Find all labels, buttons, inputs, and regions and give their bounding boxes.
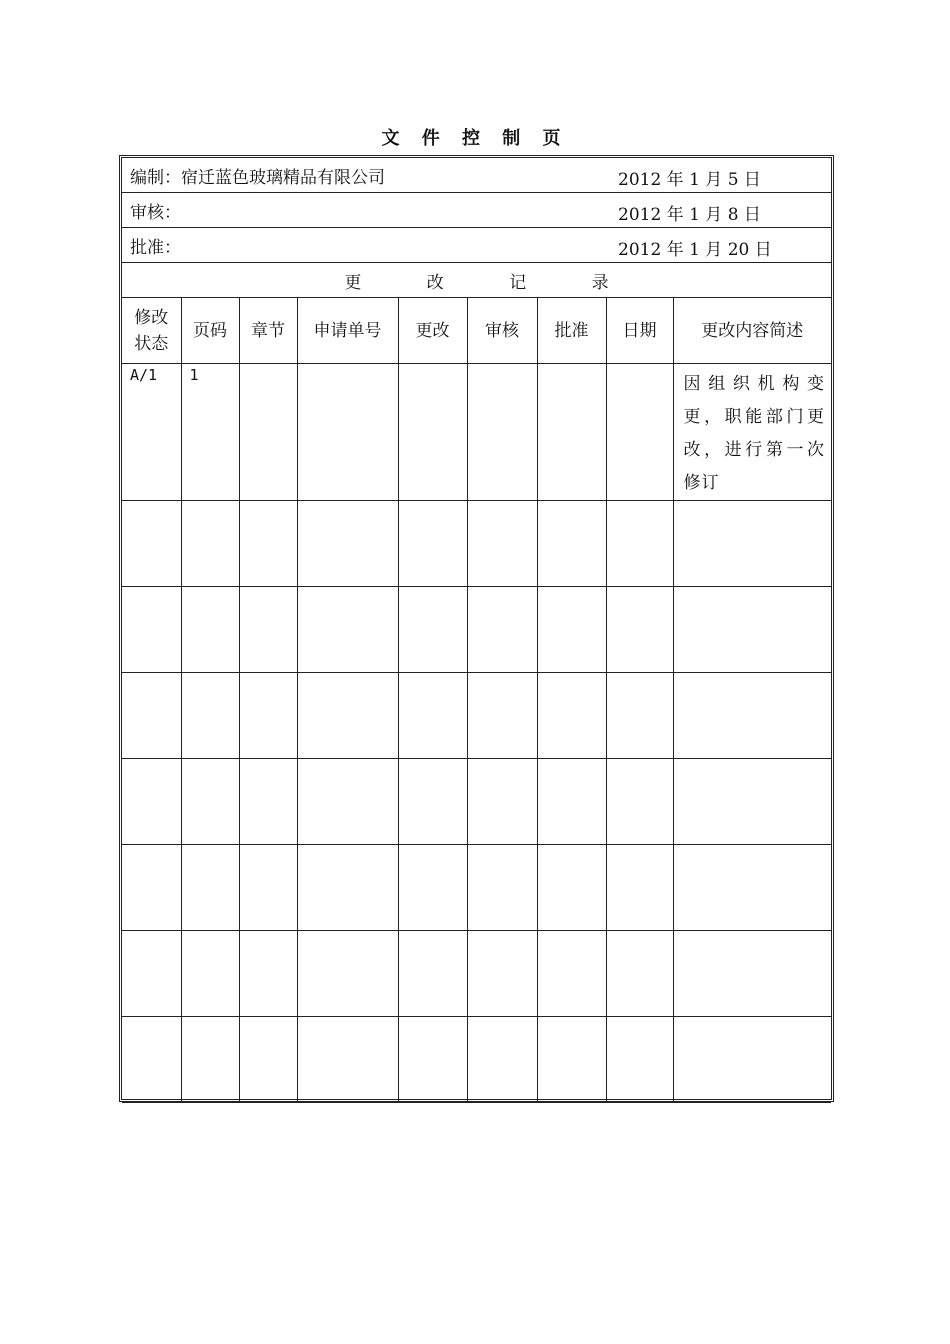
table-row	[122, 364, 831, 501]
reviewed-row	[122, 193, 831, 228]
table-row	[122, 931, 831, 1017]
table-row	[122, 587, 831, 673]
column-header: 批准	[537, 298, 606, 364]
document-control-table	[122, 158, 831, 1103]
column-header: 更改内容简述	[673, 298, 831, 364]
approve-cell	[537, 364, 606, 501]
description-cell: 因组织机构变更，职能部门更改，进行第一次修订	[673, 364, 831, 501]
column-header: 审核	[467, 298, 537, 364]
approved-label: 批准：	[130, 237, 181, 258]
change-cell	[398, 364, 467, 501]
column-header: 章节	[239, 298, 297, 364]
column-header: 日期	[606, 298, 673, 364]
change-record-heading-row	[122, 263, 831, 298]
section-cell	[239, 364, 297, 501]
table-row	[122, 1017, 831, 1103]
prepared-label: 编制：宿迁蓝色玻璃精品有限公司	[130, 167, 385, 188]
column-header: 修改状态	[122, 298, 181, 364]
table-row	[122, 845, 831, 931]
date-cell	[606, 364, 673, 501]
reviewed-label: 审核：	[130, 202, 181, 223]
page-title: 文 件 控 制 页	[381, 128, 569, 149]
approved-row	[122, 228, 831, 263]
table-row	[122, 501, 831, 587]
table-row	[122, 759, 831, 845]
column-header: 页码	[181, 298, 239, 364]
table-row	[122, 673, 831, 759]
column-header: 更改	[398, 298, 467, 364]
request-no-cell	[297, 364, 398, 501]
reviewed-date: 2012 年 1 月 8 日	[618, 205, 761, 225]
change-record-heading: 更 改 记 录	[122, 263, 831, 298]
prepared-date: 2012 年 1 月 5 日	[618, 170, 761, 190]
table-header-row	[122, 298, 831, 364]
approved-date: 2012 年 1 月 20 日	[618, 240, 772, 260]
revision-cell: A/1	[122, 364, 181, 501]
page-cell: 1	[181, 364, 239, 501]
document-control-table-frame	[119, 155, 834, 1102]
column-header: 申请单号	[297, 298, 398, 364]
prepared-row	[122, 158, 831, 193]
review-cell	[467, 364, 537, 501]
